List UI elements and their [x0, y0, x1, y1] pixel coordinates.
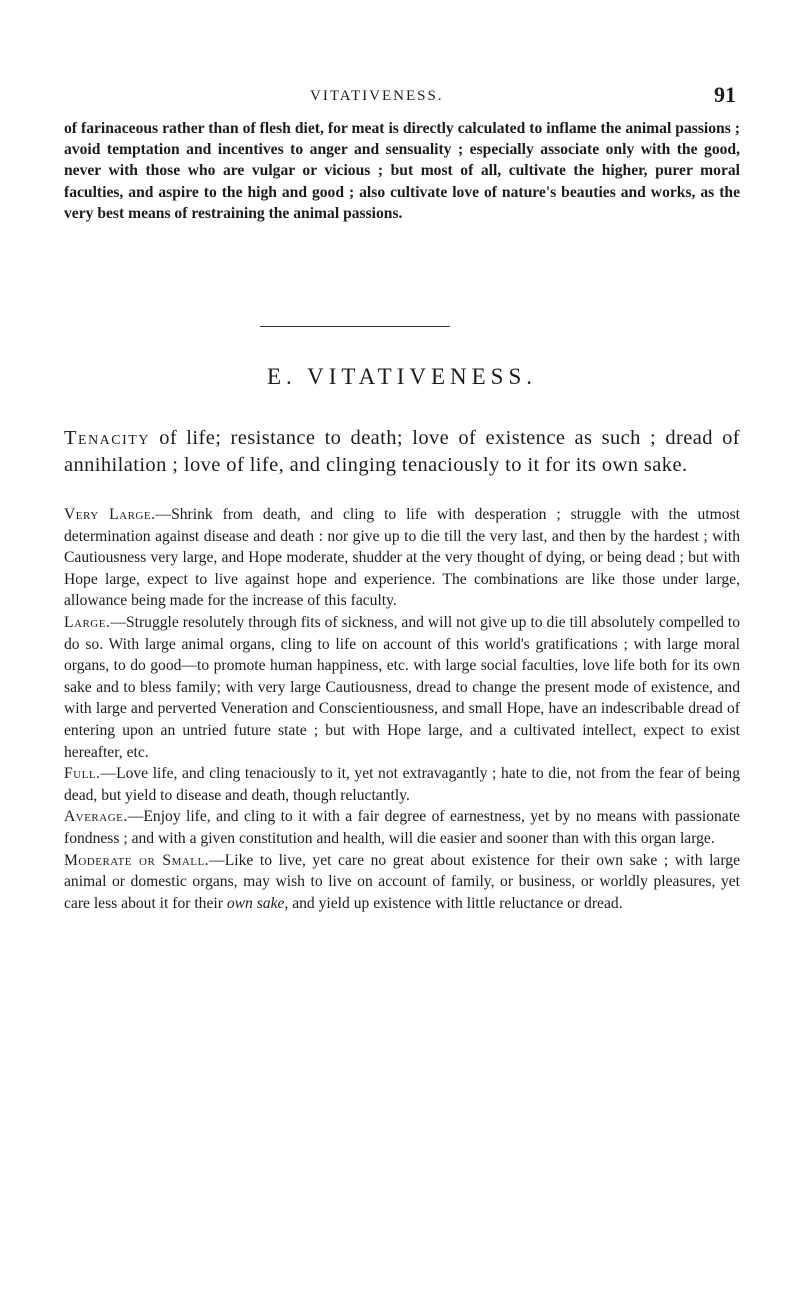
section-title: E. VITATIVENESS. [266, 364, 538, 389]
intro-paragraph: of farinaceous rather than of flesh diet, for meat is directly calculated to inflame the animal passions ; avoid temptation and incentives to anger and sensuality ; especially associate only with the good, never with those who are vulgar or vicious ; but most of all, cultivate the higher, purer moral faculties, and aspire to the high and good ; also cultivate love of nature's beauties and works, as the very best means of restraining the animal passions. [64, 120, 740, 222]
degree-large [64, 612, 740, 763]
degree-label: Average. [64, 808, 128, 826]
degree-text: —Struggle resolutely through fits of sickness, and will not give up to die till absolutely compelled to do so. With large animal organs, cling to life on account of this world's gratifications ; with large moral organs, to do good—to promote human happiness, etc. with large social faculties, love life both for its own sake and to bless family; with very large Cautiousness, dread to change the present mode of existence, and with large and perverted Veneration and Conscientiousness, and small Hope, have an indescribable dread of entering upon an untried future state ; but with Hope large, and a cultivated intellect, expect to exist hereafter, etc. [64, 613, 740, 761]
degree-label: Full. [64, 765, 101, 783]
degree-very-large [64, 504, 740, 612]
degree-text: —Like to live, yet care no great about existence for their own sake ; with large animal or domestic organs, may wish to live on account of family, or business, or worldly pleasures, yet care less about it for their [64, 851, 740, 912]
degree-emphasis: own sake [226, 894, 285, 912]
section-divider [260, 326, 450, 327]
degree-text: —Shrink from death, and cling to life with desperation ; struggle with the utmost determination against disease and death : nor give up to die till the very last, and then by the hardest ; with Cautiousness very large, and Hope moderate, shudder at the very thought of dying, or being dead ; but with Hope large, expect to live against hope and experience. The combinations are like those under large, allowance being made for the increase of this faculty. [64, 506, 740, 610]
page-number: 91 [714, 82, 736, 107]
definition-lead: Tenacity [64, 426, 150, 449]
running-title: VITATIVENESS. [310, 88, 444, 104]
degree-list [64, 504, 740, 914]
degree-text: —Enjoy life, and cling to it with a fair degree of earnestness, yet by no means with passionate fondness ; and with a given constitution and health, will die easier and sooner than with this organ large. [64, 808, 740, 847]
definition-text: of life; resistance to death; love of existence as such ; dread of annihilation ; love of life, and clinging tenaciously to it for its own sake. [64, 426, 740, 476]
degree-label: Moderate or Small. [64, 851, 210, 869]
degree-label: Very Large. [64, 506, 156, 523]
degree-average [64, 806, 740, 849]
degree-text-end: , and yield up existence with little reluctance or dread. [284, 894, 623, 912]
degree-moderate-or-small [64, 850, 740, 915]
degree-text: —Love life, and cling tenaciously to it, yet not extravagantly ; hate to die, not from the fear of being dead, but yield to disease and death, though reluctantly. [64, 765, 740, 804]
section-definition [64, 425, 740, 480]
degree-full [64, 763, 740, 806]
degree-label: Large. [64, 613, 111, 631]
running-head [64, 82, 740, 112]
